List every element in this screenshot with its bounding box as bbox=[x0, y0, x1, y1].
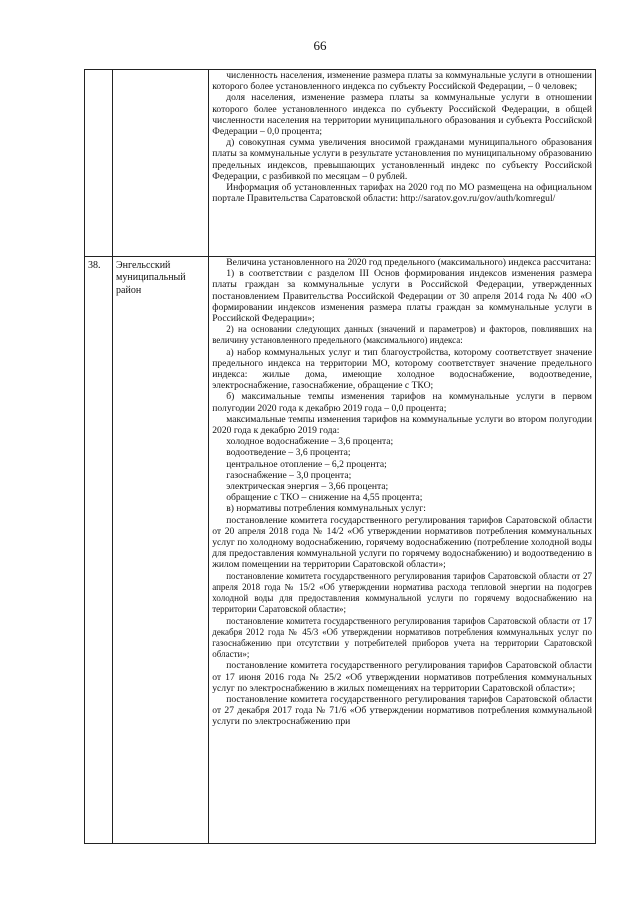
paragraph: 1) в соответствии с разделом III Основ формирования индексов изменения размера платы граждан за коммунальные услуги в Российской Федерации, утвержденных постановлением Правительства Российской Федерации от 30 апреля 2014 года № 400 «О формировании индексов изменения размера платы граждан за коммунальные услуги в Российской Федерации»; bbox=[212, 268, 592, 325]
document-table bbox=[84, 69, 596, 844]
row-number bbox=[85, 70, 113, 257]
paragraph: максимальные темпы изменения тарифов на коммунальные услуги во втором полугодии 2020 года к декабрю 2019 года: bbox=[212, 413, 592, 437]
page-number: 66 bbox=[313, 38, 327, 53]
paragraph: холодное водоснабжение – 3,6 процента; bbox=[226, 436, 394, 448]
paragraph: постановление комитета государственного регулирования тарифов Саратовской области от 17 июня 2016 года № 25/2 «Об утверждении нормативов потребления коммунальных услуг по электроснабжению в жилых помещениях на территории Саратовской области»; bbox=[212, 660, 592, 694]
row-content bbox=[209, 70, 596, 257]
paragraph: д) совокупная сумма увеличения вносимой гражданами муниципального образования платы за коммунальные услуги в результате установления по муниципальному образованию предельных индексов, превышающих установленный индекс по субъекту Российской Федерации, с разбивкой по месяцам – 0 рублей. bbox=[212, 137, 592, 182]
row-content bbox=[209, 257, 596, 844]
row-number: 38. bbox=[85, 257, 113, 844]
paragraph: в) нормативы потребления коммунальных услуг: bbox=[226, 503, 426, 515]
table-row bbox=[85, 257, 596, 844]
district-name: Энгельсский муниципальный район bbox=[113, 257, 209, 844]
paragraph: Информация об установленных тарифах на 2020 год по МО размещена на официальном портале Правительства Саратовской области: http://saratov.gov.ru/gov/auth/komregul/ bbox=[212, 182, 592, 205]
paragraph: постановление комитета государственного регулирования тарифов Саратовской области от 27 декабря 2017 года № 71/6 «Об утверждении нормативов потребления коммунальной услуги по электроснабжению при bbox=[212, 693, 592, 728]
paragraph: 2) на основании следующих данных (значений и параметров) и факторов, повлиявших на величину установленного предельного (максимального) индекса: bbox=[212, 324, 592, 346]
paragraph: постановление комитета государственного регулирования тарифов Саратовской области от 20 апреля 2018 года № 14/2 «Об утверждении нормативов потребления коммунальных услуг по холодному водоснабжению, горячему водоснабжению (потребление холодной воды для предоставления коммунальной услуги по горячему водоснабжению) и водоотведению в жилом помещении на территории Саратовской области»; bbox=[212, 514, 592, 571]
paragraph: а) набор коммунальных услуг и тип благоустройства, которому соответствует значение предельного индекса на территории МО, которому соответствует значение предельного индекса: жилые дома, имеющие холодное водоснабжение, водоотведение, электроснабжение, газоснабжение, обращение с ТКО; bbox=[212, 346, 592, 392]
table-row bbox=[85, 70, 596, 257]
paragraph: численность населения, изменение размера платы за коммунальные услуги в отношении которого более установленного индекса по субъекту Российской Федерации, – 0 человек; bbox=[212, 70, 592, 93]
paragraph: Величина установленного на 2020 год предельного (максимального) индекса рассчитана: bbox=[226, 257, 592, 268]
district-name bbox=[113, 70, 209, 257]
paragraph: центральное отопление – 6,2 процента; bbox=[226, 458, 387, 470]
paragraph: доля населения, изменение размера платы за коммунальные услуги в отношении которого более установленного индекса по субъекту Российской Федерации, в общей численности населения на территории муниципального образования и субъекта Российской Федерации – 0,0 процента; bbox=[212, 92, 592, 138]
paragraph: постановление комитета государственного регулирования тарифов Саратовской области от 27 апреля 2018 года № 15/2 «Об утверждении норматива расхода тепловой энергии на подогрев холодной воды для предоставления коммунальной услуги по горячему водоснабжению на территории Саратовской области»; bbox=[212, 570, 592, 615]
paragraph: б) максимальные темпы изменения тарифов на коммунальные услуги в первом полугодии 2020 года к декабрю 2019 года – 0,0 процента; bbox=[212, 391, 592, 414]
paragraph: водоотведение – 3,6 процента; bbox=[226, 447, 351, 459]
paragraph: обращение с ТКО – снижение на 4,55 процента; bbox=[226, 492, 423, 504]
paragraph: постановление комитета государственного регулирования тарифов Саратовской области от 17 декабря 2012 года № 45/3 «Об утверждении нормативов потребления коммунальных услуг по газоснабжению при отсутствии у потребителей приборов учета на территории Саратовской области»; bbox=[212, 615, 592, 660]
paragraph: электрическая энергия – 3,66 процента; bbox=[226, 481, 389, 493]
paragraph: газоснабжение – 3,0 процента; bbox=[226, 469, 352, 481]
